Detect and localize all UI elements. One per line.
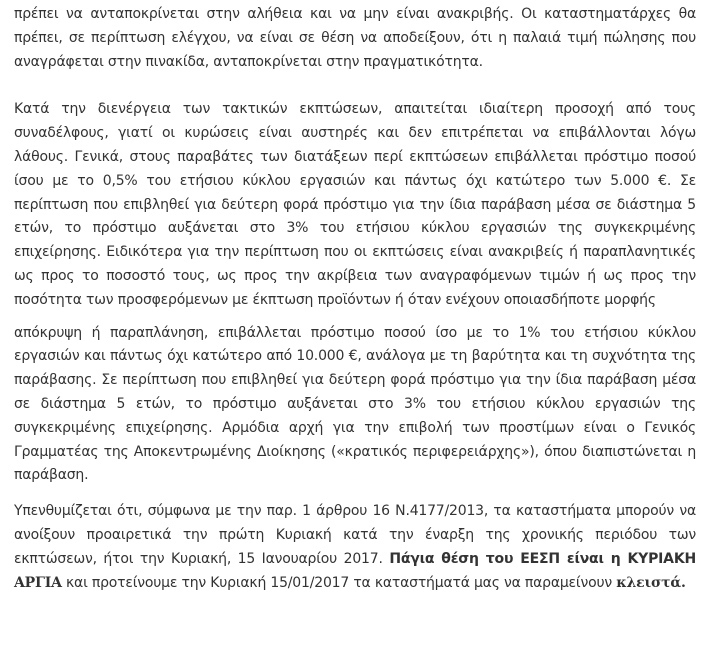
paragraph-sunday-opening [14,500,696,595]
sunday-text-bold-position: Πάγια θέση του ΕΕΣΠ είναι η ΚΥΡΙΑΚΗ [389,550,696,567]
sunday-text-bold-argia: ΑΡΓΙΑ [14,574,62,591]
sunday-text-bold-kleista: κλειστά. [616,574,686,591]
sunday-text-regular-2: και προτείνουμε την Κυριακή 15/01/2017 τα καταστήματά μας να παραμείνουν [61,574,617,591]
paragraph-price-truth: πρέπει να ανταποκρίνεται στην αλήθεια και να μην είναι ανακριβής. Οι καταστηματάρχες θα πρέπει, σε περίπτωση ελέγχου, να είναι σε θέση να αποδείξουν, ότι η παλαιά τιμή πώλησης που αναγράφεται στην πινακίδα, ανταποκρίνεται στην πραγματικότητα. [14,6,696,70]
paragraph-sanctions: Κατά την διενέργεια των τακτικών εκπτώσεων, απαιτείται ιδιαίτερη προσοχή από τους συναδέλφους, γιατί οι κυρώσεις είναι αυστηρές και δεν επιτρέπεται να επιβάλλονται λόγω λάθους. Γενικά, στους παραβάτες των διατάξεων περί εκπτώσεων επιβάλλεται πρόστιμο ποσού ίσου με το 0,5% του ετήσιου κύκλου εργασιών και πάντως όχι κατώτερο των 5.000 €. Σε περίπτωση που επιβληθεί για δεύτερη φορά πρόστιμο για την ίδια παράβαση μέσα σε διάστημα 5 ετών, το πρόστιμο αυξάνεται στο 3% του ετήσιου κύκλου εργασιών της συγκεκριμένης επιχείρησης. Ειδικότερα για την περίπτωση που οι εκπτώσεις είναι ανακριβείς ή παραπλανητικές ως προς το ποσοστό τους, ως προς την ακρίβεια των αναγραφόμενων τιμών ή ως προς την ποσότητα των προσφερόμενων με έκπτωση προϊόντων ή όταν ενέχουν οποιασδήποτε μορφής [14,101,696,308]
paragraph-sanctions-continuation: απόκρυψη ή παραπλάνηση, επιβάλλεται πρόστιμο ποσού ίσο με το 1% του ετήσιου κύκλου εργασιών και πάντως όχι κατώτερο από 10.000 €, ανάλογα με τη βαρύτητα και τη συχνότητα της παράβασης. Σε περίπτωση που επιβληθεί για δεύτερη φορά πρόστιμο για την ίδια παράβαση μέσα σε διάστημα 5 ετών, το πρόστιμο αυξάνεται στο 3% του ετήσιου κύκλου εργασιών της συγκεκριμένης επιχείρησης. Αρμόδια αρχή για την επιβολή των προστίμων είναι ο Γενικός Γραμματέας της Αποκεντρωμένης Διοίκησης («κρατικός περιφερειάρχης»), όπου διαπιστώνεται η παράβαση. [14,324,696,484]
sunday-text-regular-1: Υπενθυμίζεται ότι, σύμφωνα με την παρ. 1 άρθρου 16 Ν.4177/2013, τα καταστήματα μπορούν να ανοίξουν προαιρετικά την πρώτη Κυριακή κατά την έναρξη της χρονικής περιόδου των εκπτώσεων, ήτοι την Κυριακή, 15 Ιανουαρίου 2017. [14,503,696,567]
